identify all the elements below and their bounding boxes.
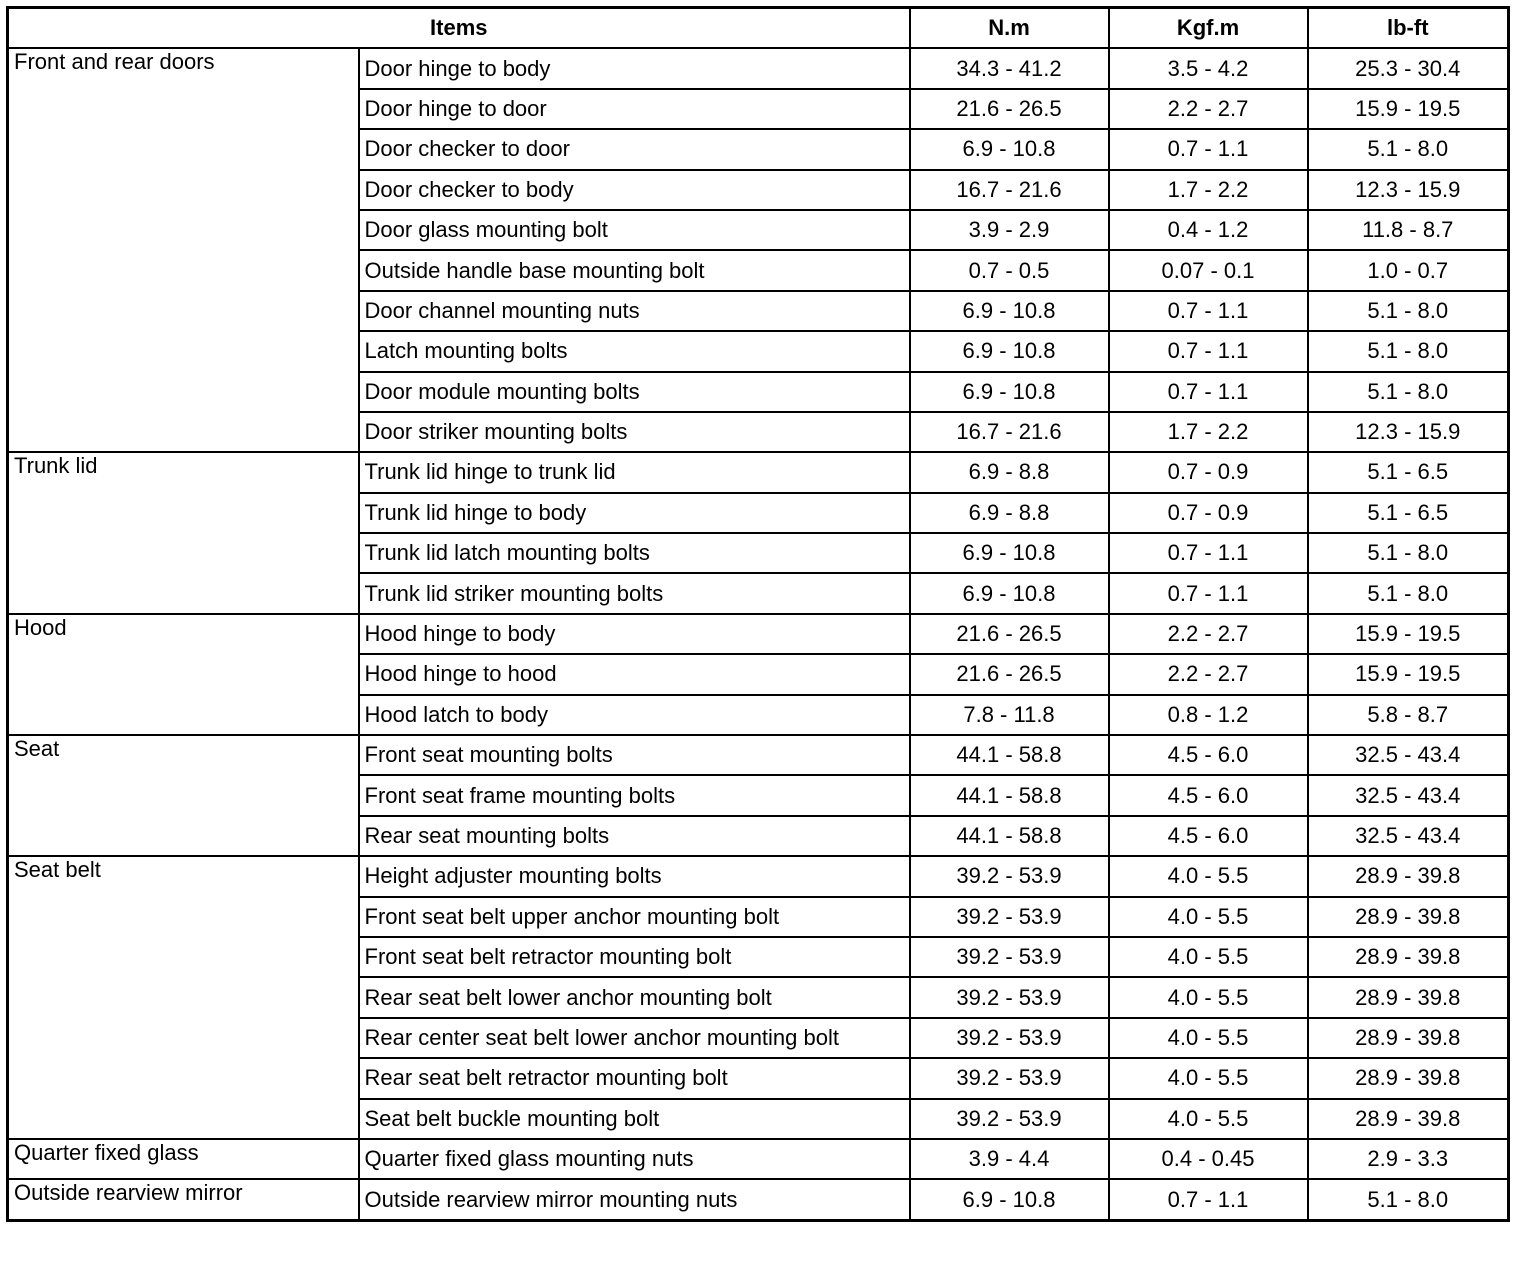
value-nm: 16.7 - 21.6 <box>910 412 1109 452</box>
item-name: Hood hinge to body <box>359 614 910 654</box>
value-kgfm: 0.07 - 0.1 <box>1109 250 1308 290</box>
value-nm: 6.9 - 10.8 <box>910 1179 1109 1220</box>
value-lbft: 28.9 - 39.8 <box>1308 856 1509 896</box>
value-lbft: 5.1 - 8.0 <box>1308 331 1509 371</box>
value-kgfm: 0.7 - 1.1 <box>1109 573 1308 613</box>
table-row <box>8 735 1509 775</box>
value-kgfm: 0.7 - 1.1 <box>1109 291 1308 331</box>
value-kgfm: 4.0 - 5.5 <box>1109 1018 1308 1058</box>
value-kgfm: 4.0 - 5.5 <box>1109 856 1308 896</box>
value-lbft: 28.9 - 39.8 <box>1308 937 1509 977</box>
value-nm: 39.2 - 53.9 <box>910 977 1109 1017</box>
value-lbft: 5.1 - 8.0 <box>1308 129 1509 169</box>
value-lbft: 32.5 - 43.4 <box>1308 775 1509 815</box>
group-label: Outside rearview mirror <box>8 1179 359 1220</box>
item-name: Front seat frame mounting bolts <box>359 775 910 815</box>
item-name: Door striker mounting bolts <box>359 412 910 452</box>
table-row <box>8 1179 1509 1220</box>
item-name: Rear seat belt retractor mounting bolt <box>359 1058 910 1098</box>
value-lbft: 15.9 - 19.5 <box>1308 89 1509 129</box>
item-name: Outside rearview mirror mounting nuts <box>359 1179 910 1220</box>
value-lbft: 5.1 - 8.0 <box>1308 291 1509 331</box>
item-name: Quarter fixed glass mounting nuts <box>359 1139 910 1179</box>
value-kgfm: 4.0 - 5.5 <box>1109 977 1308 1017</box>
value-kgfm: 0.7 - 1.1 <box>1109 533 1308 573</box>
value-nm: 16.7 - 21.6 <box>910 170 1109 210</box>
value-lbft: 15.9 - 19.5 <box>1308 614 1509 654</box>
item-name: Seat belt buckle mounting bolt <box>359 1099 910 1139</box>
header-nm: N.m <box>910 8 1109 49</box>
torque-spec-table <box>6 6 1510 1222</box>
value-kgfm: 0.7 - 1.1 <box>1109 129 1308 169</box>
value-nm: 39.2 - 53.9 <box>910 897 1109 937</box>
item-name: Rear seat belt lower anchor mounting bolt <box>359 977 910 1017</box>
table-row <box>8 856 1509 896</box>
value-nm: 6.9 - 8.8 <box>910 452 1109 492</box>
value-kgfm: 4.5 - 6.0 <box>1109 816 1308 856</box>
value-kgfm: 0.8 - 1.2 <box>1109 695 1308 735</box>
item-name: Front seat belt upper anchor mounting bolt <box>359 897 910 937</box>
value-nm: 39.2 - 53.9 <box>910 1018 1109 1058</box>
value-kgfm: 4.0 - 5.5 <box>1109 1099 1308 1139</box>
item-name: Rear seat mounting bolts <box>359 816 910 856</box>
group-label: Seat <box>8 735 359 856</box>
value-lbft: 28.9 - 39.8 <box>1308 1058 1509 1098</box>
value-lbft: 15.9 - 19.5 <box>1308 654 1509 694</box>
value-kgfm: 0.7 - 1.1 <box>1109 1179 1308 1220</box>
item-name: Front seat mounting bolts <box>359 735 910 775</box>
value-lbft: 32.5 - 43.4 <box>1308 735 1509 775</box>
item-name: Door hinge to body <box>359 48 910 88</box>
value-lbft: 5.1 - 8.0 <box>1308 533 1509 573</box>
group-label: Hood <box>8 614 359 735</box>
value-lbft: 5.1 - 8.0 <box>1308 1179 1509 1220</box>
value-nm: 21.6 - 26.5 <box>910 654 1109 694</box>
value-lbft: 32.5 - 43.4 <box>1308 816 1509 856</box>
value-lbft: 12.3 - 15.9 <box>1308 412 1509 452</box>
value-kgfm: 4.0 - 5.5 <box>1109 897 1308 937</box>
table-body <box>8 48 1509 1220</box>
value-kgfm: 0.7 - 1.1 <box>1109 331 1308 371</box>
table-row <box>8 1139 1509 1179</box>
value-kgfm: 2.2 - 2.7 <box>1109 654 1308 694</box>
item-name: Door module mounting bolts <box>359 372 910 412</box>
value-lbft: 5.8 - 8.7 <box>1308 695 1509 735</box>
value-nm: 7.8 - 11.8 <box>910 695 1109 735</box>
value-nm: 44.1 - 58.8 <box>910 735 1109 775</box>
value-lbft: 5.1 - 6.5 <box>1308 452 1509 492</box>
value-lbft: 28.9 - 39.8 <box>1308 1099 1509 1139</box>
value-nm: 44.1 - 58.8 <box>910 816 1109 856</box>
item-name: Latch mounting bolts <box>359 331 910 371</box>
value-lbft: 2.9 - 3.3 <box>1308 1139 1509 1179</box>
table-row <box>8 614 1509 654</box>
item-name: Trunk lid hinge to body <box>359 493 910 533</box>
value-nm: 39.2 - 53.9 <box>910 856 1109 896</box>
value-kgfm: 4.5 - 6.0 <box>1109 735 1308 775</box>
group-label: Front and rear doors <box>8 48 359 452</box>
value-kgfm: 2.2 - 2.7 <box>1109 89 1308 129</box>
value-lbft: 12.3 - 15.9 <box>1308 170 1509 210</box>
value-nm: 44.1 - 58.8 <box>910 775 1109 815</box>
value-kgfm: 0.4 - 1.2 <box>1109 210 1308 250</box>
item-name: Door channel mounting nuts <box>359 291 910 331</box>
item-name: Door checker to body <box>359 170 910 210</box>
table-row <box>8 48 1509 88</box>
value-nm: 34.3 - 41.2 <box>910 48 1109 88</box>
value-lbft: 25.3 - 30.4 <box>1308 48 1509 88</box>
item-name: Door hinge to door <box>359 89 910 129</box>
value-kgfm: 0.7 - 1.1 <box>1109 372 1308 412</box>
value-nm: 6.9 - 10.8 <box>910 291 1109 331</box>
value-kgfm: 1.7 - 2.2 <box>1109 412 1308 452</box>
item-name: Door checker to door <box>359 129 910 169</box>
header-kgfm: Kgf.m <box>1109 8 1308 49</box>
item-name: Outside handle base mounting bolt <box>359 250 910 290</box>
item-name: Door glass mounting bolt <box>359 210 910 250</box>
value-lbft: 28.9 - 39.8 <box>1308 977 1509 1017</box>
value-lbft: 5.1 - 8.0 <box>1308 573 1509 613</box>
value-nm: 6.9 - 10.8 <box>910 129 1109 169</box>
item-name: Rear center seat belt lower anchor mounting bolt <box>359 1018 910 1058</box>
group-label: Quarter fixed glass <box>8 1139 359 1179</box>
value-kgfm: 0.7 - 0.9 <box>1109 452 1308 492</box>
value-kgfm: 2.2 - 2.7 <box>1109 614 1308 654</box>
value-kgfm: 4.0 - 5.5 <box>1109 937 1308 977</box>
value-lbft: 5.1 - 6.5 <box>1308 493 1509 533</box>
value-nm: 21.6 - 26.5 <box>910 89 1109 129</box>
item-name: Trunk lid hinge to trunk lid <box>359 452 910 492</box>
item-name: Front seat belt retractor mounting bolt <box>359 937 910 977</box>
value-nm: 3.9 - 4.4 <box>910 1139 1109 1179</box>
value-kgfm: 1.7 - 2.2 <box>1109 170 1308 210</box>
value-lbft: 11.8 - 8.7 <box>1308 210 1509 250</box>
value-lbft: 28.9 - 39.8 <box>1308 897 1509 937</box>
value-nm: 6.9 - 10.8 <box>910 372 1109 412</box>
value-kgfm: 3.5 - 4.2 <box>1109 48 1308 88</box>
value-nm: 6.9 - 10.8 <box>910 331 1109 371</box>
item-name: Trunk lid latch mounting bolts <box>359 533 910 573</box>
value-nm: 0.7 - 0.5 <box>910 250 1109 290</box>
header-items: Items <box>8 8 910 49</box>
item-name: Hood hinge to hood <box>359 654 910 694</box>
value-kgfm: 4.5 - 6.0 <box>1109 775 1308 815</box>
group-label: Trunk lid <box>8 452 359 614</box>
value-nm: 6.9 - 8.8 <box>910 493 1109 533</box>
value-nm: 6.9 - 10.8 <box>910 573 1109 613</box>
value-nm: 3.9 - 2.9 <box>910 210 1109 250</box>
header-lbft: lb-ft <box>1308 8 1509 49</box>
item-name: Trunk lid striker mounting bolts <box>359 573 910 613</box>
value-nm: 6.9 - 10.8 <box>910 533 1109 573</box>
item-name: Hood latch to body <box>359 695 910 735</box>
value-kgfm: 4.0 - 5.5 <box>1109 1058 1308 1098</box>
item-name: Height adjuster mounting bolts <box>359 856 910 896</box>
value-nm: 39.2 - 53.9 <box>910 1058 1109 1098</box>
header-row <box>8 8 1509 49</box>
value-nm: 21.6 - 26.5 <box>910 614 1109 654</box>
group-label: Seat belt <box>8 856 359 1139</box>
value-nm: 39.2 - 53.9 <box>910 1099 1109 1139</box>
value-lbft: 1.0 - 0.7 <box>1308 250 1509 290</box>
value-kgfm: 0.4 - 0.45 <box>1109 1139 1308 1179</box>
value-nm: 39.2 - 53.9 <box>910 937 1109 977</box>
table-row <box>8 452 1509 492</box>
value-kgfm: 0.7 - 0.9 <box>1109 493 1308 533</box>
value-lbft: 28.9 - 39.8 <box>1308 1018 1509 1058</box>
value-lbft: 5.1 - 8.0 <box>1308 372 1509 412</box>
